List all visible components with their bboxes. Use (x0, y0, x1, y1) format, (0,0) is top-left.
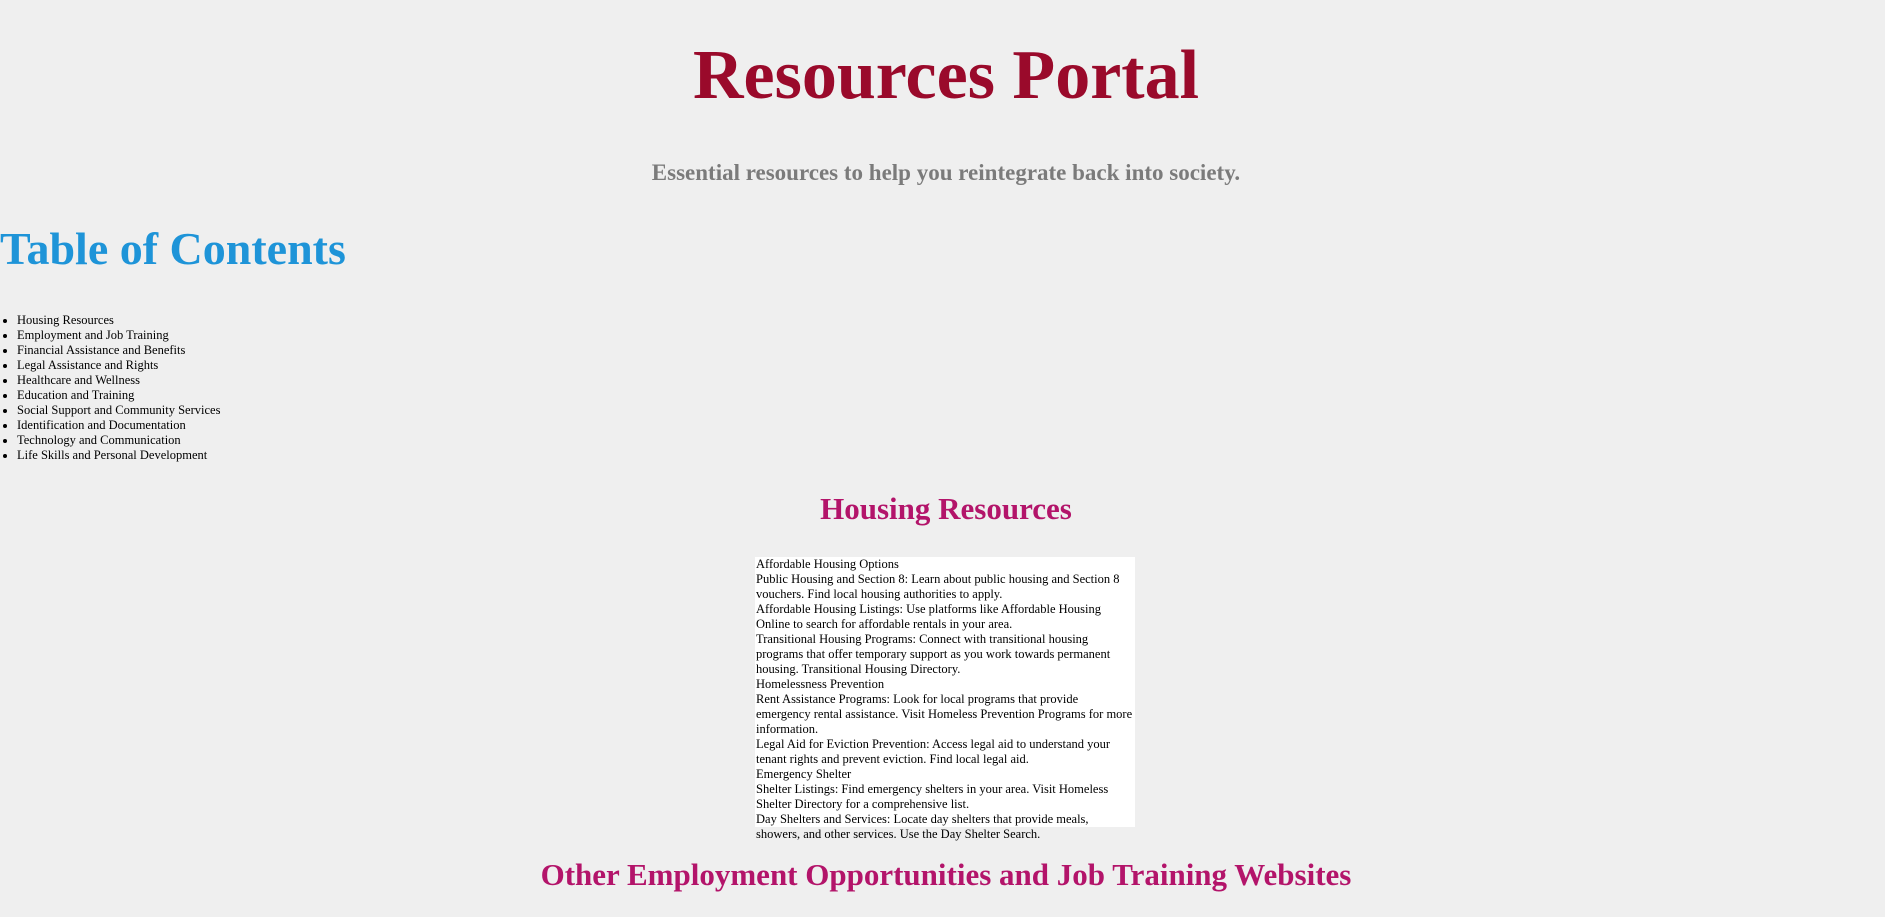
toc-item-life-skills[interactable]: • Life Skills and Personal Development (17, 448, 220, 463)
toc-item-housing[interactable]: • Housing Resources (17, 313, 220, 328)
page-title: Resources Portal (692, 37, 1200, 114)
housing-section-heading: Housing Resources (820, 491, 1072, 526)
page-tagline: Essential resources to help you reintegrate back into society. (651, 160, 1241, 185)
housing-item-rent-assistance: Rent Assistance Programs: Look for local programs that provide emergency rental assistance. Visit Homeless Prevention Programs for more information. (756, 692, 1133, 736)
housing-item-day-shelters: Day Shelters and Services: Locate day shelters that provide meals, showers, and other services. Use the Day Shelter Search. (756, 812, 1089, 841)
toc-item-identification[interactable]: • Identification and Documentation (17, 418, 220, 433)
toc-item-financial[interactable]: • Financial Assistance and Benefits (17, 343, 220, 358)
housing-resources-box (755, 557, 1135, 841)
toc-item-technology[interactable]: • Technology and Communication (17, 433, 220, 448)
toc-heading: Table of Contents (0, 223, 346, 274)
housing-subheading-emergency: Emergency Shelter (756, 767, 852, 781)
toc-item-social-support[interactable]: • Social Support and Community Services (17, 403, 220, 418)
housing-item-shelter-listings: Shelter Listings: Find emergency shelters in your area. Visit Homeless Shelter Directory for a comprehensive list. (756, 782, 1109, 811)
housing-item-transitional: Transitional Housing Programs: Connect with transitional housing programs that offer temporary support as you work towards permanent housing. Transitional Housing Directory. (756, 632, 1111, 676)
toc-list (0, 313, 220, 463)
housing-item-public-housing: Public Housing and Section 8: Learn about public housing and Section 8 vouchers. Find local housing authorities to apply. (756, 572, 1120, 601)
housing-subheading-affordable: Affordable Housing Options (756, 557, 899, 571)
toc-item-education[interactable]: • Education and Training (17, 388, 220, 403)
toc-item-healthcare[interactable]: • Healthcare and Wellness (17, 373, 220, 388)
toc-item-employment[interactable]: • Employment and Job Training (17, 328, 220, 343)
housing-item-legal-aid: Legal Aid for Eviction Prevention: Access legal aid to understand your tenant rights and prevent eviction. Find local legal aid. (756, 737, 1111, 766)
toc-item-legal[interactable]: • Legal Assistance and Rights (17, 358, 220, 373)
employment-section-heading: Other Employment Opportunities and Job Training Websites (540, 857, 1352, 892)
housing-item-affordable-listings: Affordable Housing Listings: Use platforms like Affordable Housing Online to search for affordable rentals in your area. (756, 602, 1101, 631)
housing-subheading-homelessness: Homelessness Prevention (756, 677, 885, 691)
